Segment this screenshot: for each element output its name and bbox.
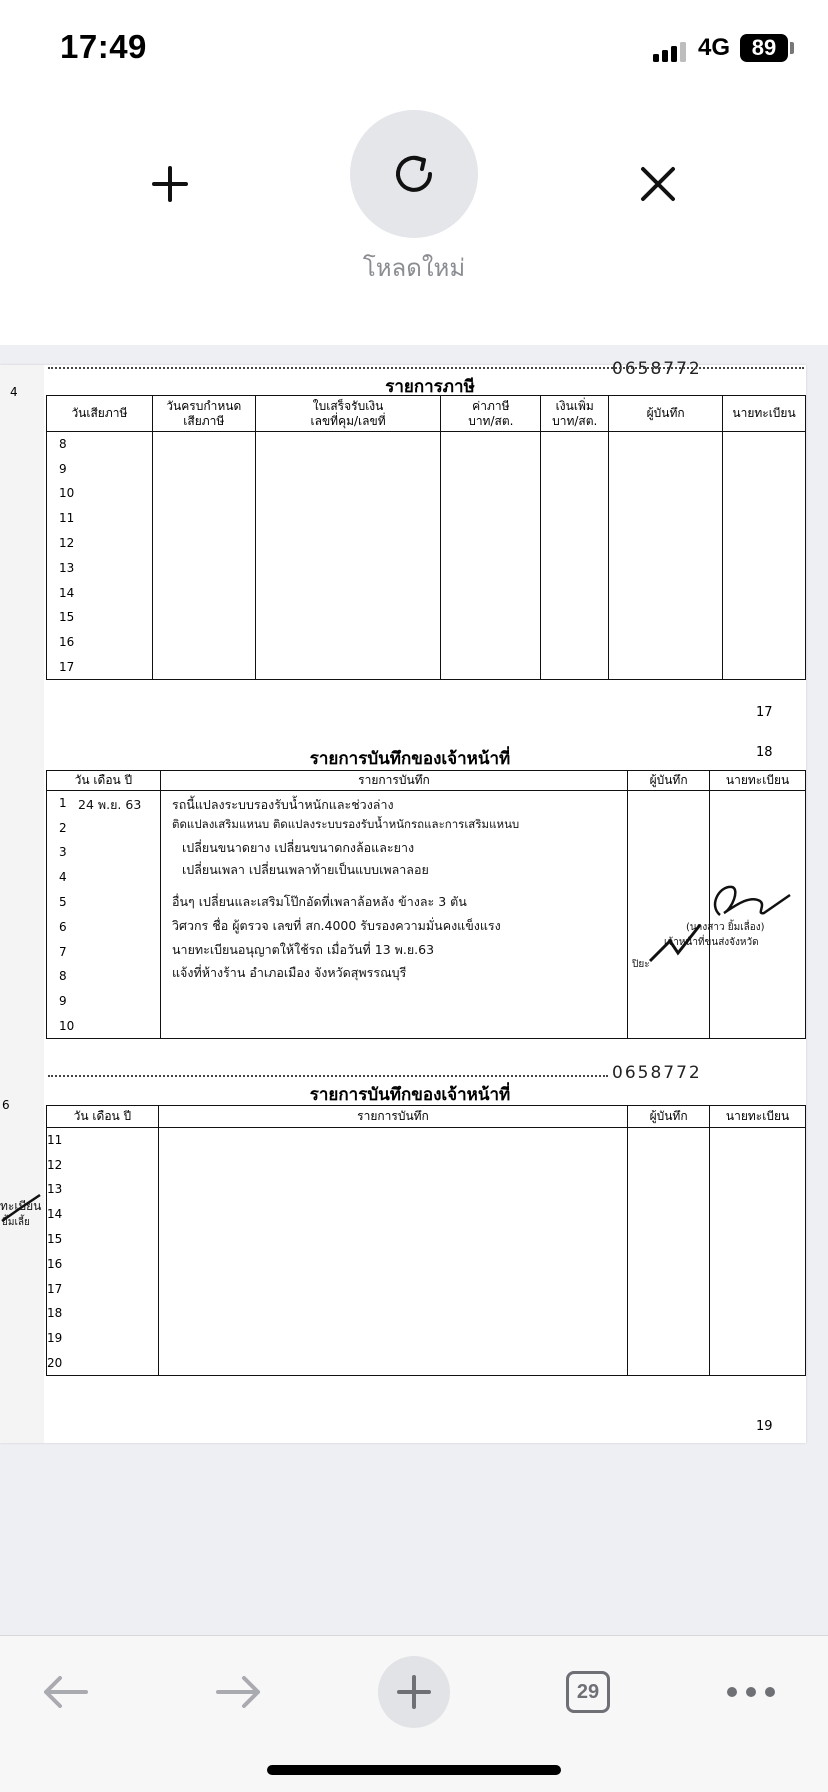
table-row: 10 (47, 481, 806, 506)
table-row: 8 (47, 964, 806, 989)
network-type: 4G (698, 34, 731, 61)
table-row: 20 (47, 1351, 806, 1376)
table-row: 12 (47, 1152, 806, 1177)
page-number: 17 (756, 705, 773, 720)
side-signature-mark (0, 1191, 44, 1227)
more-button[interactable] (716, 1662, 786, 1722)
record-entry-line: วิศวกร ชื่อ ผู้ตรวจ เลขที่ สก.4000 รับรองความมั่นคงแข็งแรง (172, 918, 501, 933)
arrow-right-icon (214, 1674, 264, 1710)
table-row: 13 (47, 1177, 806, 1202)
col-header: นายทะเบียน (710, 771, 806, 791)
new-tab-button[interactable] (130, 144, 210, 224)
col-header: ใบเสร็จรับเงิน เลขที่คุม/เลขที่ (255, 396, 441, 432)
table-row: 17 (47, 1276, 806, 1301)
table-row: 8 (47, 432, 806, 457)
table-row: 6 (47, 914, 806, 939)
table-row: 3 (47, 840, 806, 865)
record-date: 24 พ.ย. 63 (78, 797, 142, 812)
table-row: 1 (47, 791, 806, 816)
tab-count-button[interactable]: 29 (566, 1671, 610, 1713)
adjacent-page-strip (0, 365, 44, 1443)
table-row: 2 (47, 815, 806, 840)
col-header: ผู้บันทึก (628, 771, 710, 791)
record-entry-line: แจ้งที่ห้างร้าน อำเภอเมือง จังหวัดสุพรรณบุรี (172, 965, 407, 980)
table-row: 10 (47, 1014, 806, 1039)
table-row: 14 (47, 580, 806, 605)
close-icon (638, 164, 678, 204)
col-header: วัน เดือน ปี (47, 771, 161, 791)
col-header: รายการบันทึก (160, 771, 627, 791)
side-number: 4 (10, 385, 18, 399)
signature-title: เจ้าหน้าที่ขนส่งจังหวัด (664, 937, 759, 948)
col-header: นายทะเบียน (710, 1106, 806, 1128)
col-header: เงินเพิ่ม บาท/สต. (541, 396, 609, 432)
dotted-rule (48, 1075, 608, 1077)
browser-toolbar (0, 100, 828, 345)
col-header: ผู้บันทึก (609, 396, 723, 432)
battery-nub (790, 42, 794, 54)
col-header: นายทะเบียน (723, 396, 806, 432)
table-row: 19 (47, 1326, 806, 1351)
table-row: 11 (47, 1128, 806, 1153)
reload-icon (386, 146, 442, 202)
tax-table (46, 395, 806, 680)
record-entry-line: เปลี่ยนขนาดยาง เปลี่ยนขนาดกงล้อและยาง (182, 840, 415, 855)
record-entry-line: เปลี่ยนเพลา เปลี่ยนเพลาท้ายเป็นแบบเพลาลอย (182, 862, 429, 877)
table-row: 12 (47, 531, 806, 556)
table-row: 9 (47, 456, 806, 481)
bottom-serial: 0658772 (612, 1063, 702, 1083)
table-row: 15 (47, 605, 806, 630)
table-row: 15 (47, 1227, 806, 1252)
tax-section-title: รายการภาษี (385, 377, 475, 397)
status-bar (0, 0, 828, 100)
more-icon (726, 1686, 776, 1698)
col-header: วัน เดือน ปี (47, 1106, 159, 1128)
col-header: ค่าภาษี บาท/สต. (441, 396, 541, 432)
table-row: 11 (47, 506, 806, 531)
table-row: 18 (47, 1301, 806, 1326)
new-tab-bottom-button[interactable] (378, 1656, 450, 1728)
record-entry-line: นายทะเบียนอนุญาตให้ใช้รถ เมื่อวันที่ 13 พ.ย.63 (172, 942, 435, 957)
side-label: ทะเบียน (0, 1199, 42, 1213)
page-number: 18 (756, 745, 773, 760)
home-indicator (267, 1765, 561, 1775)
col-header: รายการบันทึก (158, 1106, 627, 1128)
signature-name: (นางสาว ยิ้มเลื่อง) (686, 922, 765, 933)
side-name-fragment: ยิ้มเลี้ย (2, 1217, 30, 1228)
table-row: 16 (47, 1251, 806, 1276)
col-header: ผู้บันทึก (628, 1106, 710, 1128)
record-table-2 (46, 1105, 806, 1376)
record-section-title: รายการบันทึกของเจ้าหน้าที่ (309, 749, 511, 769)
reload-label: โหลดใหม่ (362, 254, 466, 282)
status-time: 17:49 (60, 28, 147, 65)
table-row: 9 (47, 989, 806, 1014)
battery-icon: 89 (740, 34, 788, 62)
document-page (0, 359, 806, 1443)
table-row: 7 (47, 939, 806, 964)
forward-button[interactable] (204, 1662, 274, 1722)
table-row: 5 (47, 890, 806, 915)
record-entry-line: อื่นๆ เปลี่ยนและเสริมโป๊กอัดที่เพลาล้อหลัง ข้างละ 3 ตัน (172, 894, 467, 909)
top-serial: 0658772 (612, 359, 702, 379)
table-row: 16 (47, 630, 806, 655)
side-number: 6 (2, 1098, 10, 1112)
document-viewer[interactable] (0, 345, 828, 1635)
reload-button[interactable] (350, 110, 478, 238)
plus-icon (150, 164, 190, 204)
table-row: 14 (47, 1202, 806, 1227)
record-entry-line: ติดแปลงเสริมแหนบ ติดแปลงระบบรองรับน้ำหนักรถและการเสริมแหนบ (172, 817, 520, 831)
table-row: 4 (47, 865, 806, 890)
table-row: 13 (47, 555, 806, 580)
table-row: 17 (47, 655, 806, 680)
plus-icon (395, 1673, 433, 1711)
dotted-rule (48, 367, 804, 369)
record-entry-line: รถนี้แปลงระบบรองรับน้ำหนักและช่วงล่าง (172, 797, 394, 812)
recorder-mark: ปิยะ (632, 959, 650, 970)
col-header: วันเสียภาษี (47, 396, 153, 432)
col-header: วันครบกำหนด เสียภาษี (152, 396, 255, 432)
record-section-title: รายการบันทึกของเจ้าหน้าที่ (309, 1085, 511, 1105)
back-button[interactable] (30, 1662, 100, 1722)
close-button[interactable] (618, 144, 698, 224)
signal-icon (653, 40, 689, 62)
arrow-left-icon (40, 1674, 90, 1710)
page-number: 19 (756, 1419, 773, 1434)
